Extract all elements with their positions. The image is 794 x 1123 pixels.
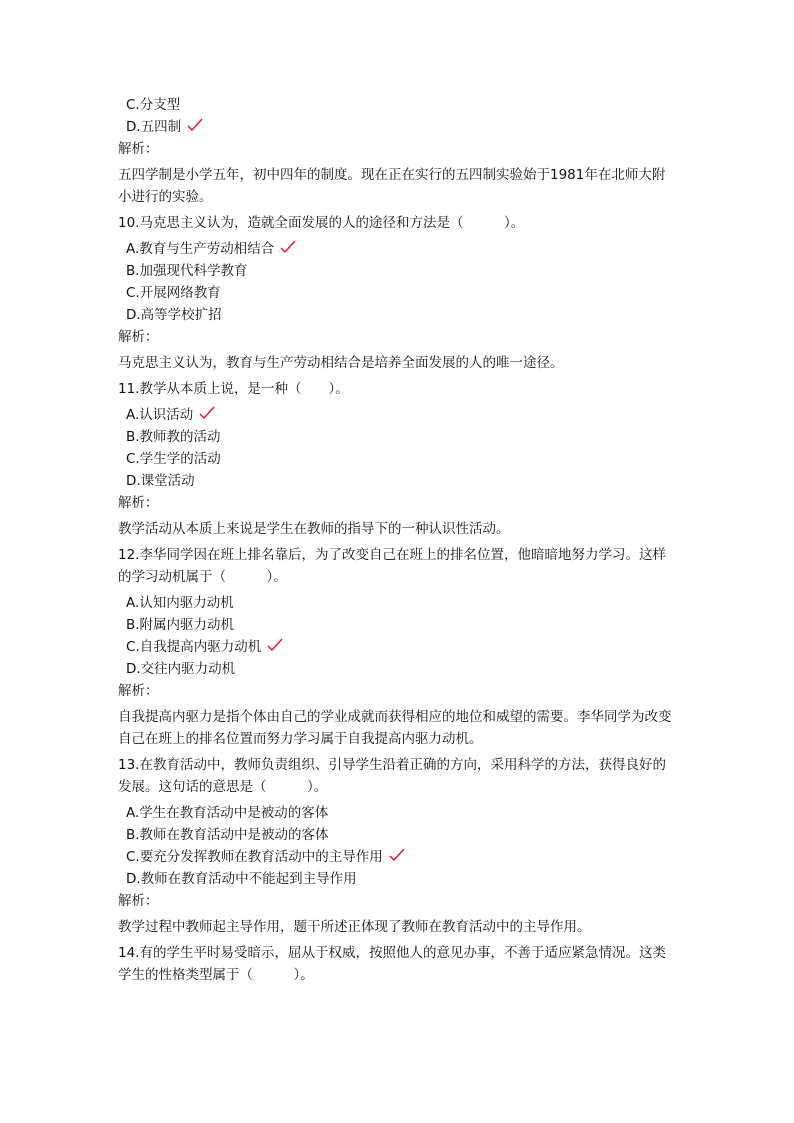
option-text: D.教师在教育活动中不能起到主导作用 [126, 871, 357, 887]
question-10-block [118, 212, 678, 374]
q13-option-d [118, 868, 678, 890]
q10-option-a [118, 238, 678, 260]
option-text: C.学生学的活动 [126, 451, 221, 467]
question-9-block [118, 94, 678, 208]
question-text: 13.在教育活动中，教师负责组织、引导学生沿着正确的方向，采用科学的方法，获得良好的发展。这句话的意思是（ ）。 [118, 757, 666, 795]
question-text: 12.李华同学因在班上排名靠后，为了改变自己在班上的排名位置，他暗暗地努力学习。这样的学习动机属于（ ）。 [118, 547, 666, 585]
question-text: 14.有的学生平时易受暗示，屈从于权威，按照他人的意见办事，不善于适应紧急情况。这类学生的性格类型属于（ ）。 [118, 945, 666, 983]
analysis-text: 教学活动从本质上来说是学生在教师的指导下的一种认识性活动。 [118, 521, 510, 537]
check-icon [199, 406, 215, 420]
option-text: C.分支型 [126, 97, 181, 113]
option-text: D.课堂活动 [126, 473, 195, 489]
option-text: C.开展网络教育 [126, 285, 221, 301]
analysis-label: 解析： [118, 495, 159, 511]
question-text: 10.马克思主义认为，造就全面发展的人的途径和方法是（ ）。 [118, 215, 525, 231]
analysis-text: 五四学制是小学五年，初中四年的制度。现在正在实行的五四制实验始于1981年在北师大附小进行的实验。 [118, 167, 666, 205]
q12-option-d [118, 658, 678, 680]
option-text: C.要充分发挥教师在教育活动中的主导作用 [126, 849, 383, 865]
option-text: D.交往内驱力动机 [126, 661, 236, 677]
check-icon [280, 240, 296, 254]
q13-option-c [118, 846, 678, 868]
q12-option-b [118, 614, 678, 636]
q11-option-a [118, 404, 678, 426]
option-text: B.附属内驱力动机 [126, 617, 235, 633]
q12-option-a [118, 592, 678, 614]
check-icon [267, 638, 283, 652]
option-text: A.教育与生产劳动相结合 [126, 241, 275, 257]
q11-option-d [118, 470, 678, 492]
analysis-label: 解析： [118, 141, 159, 157]
q11-option-b [118, 426, 678, 448]
question-11-block [118, 378, 678, 540]
question-text: 11.教学从本质上说，是一种（ ）。 [118, 381, 349, 397]
q9-option-c [118, 94, 678, 116]
option-text: A.学生在教育活动中是被动的客体 [126, 805, 329, 821]
analysis-text: 自我提高内驱力是指个体由自己的学业成就而获得相应的地位和威望的需要。李华同学为改变自己在班上的排名位置而努力学习属于自我提高内驱力动机。 [118, 709, 672, 747]
question-13-block [118, 754, 678, 938]
analysis-text: 马克思主义认为，教育与生产劳动相结合是培养全面发展的人的唯一途径。 [118, 355, 564, 371]
option-text: D.五四制 [126, 119, 182, 135]
q9-option-d [118, 116, 678, 138]
question-list [118, 94, 678, 990]
option-text: C.自我提高内驱力动机 [126, 639, 262, 655]
q10-option-d [118, 304, 678, 326]
option-text: B.加强现代科学教育 [126, 263, 248, 279]
question-14-block [118, 942, 678, 986]
option-text: A.认知内驱力动机 [126, 595, 234, 611]
analysis-text: 教学过程中教师起主导作用，题干所述正体现了教师在教育活动中的主导作用。 [118, 919, 591, 935]
check-icon [187, 118, 203, 132]
q10-option-c [118, 282, 678, 304]
analysis-label: 解析： [118, 893, 159, 909]
q11-option-c [118, 448, 678, 470]
q12-option-c [118, 636, 678, 658]
analysis-label: 解析： [118, 329, 159, 345]
option-text: B.教师在教育活动中是被动的客体 [126, 827, 329, 843]
option-text: D.高等学校扩招 [126, 307, 222, 323]
q13-option-b [118, 824, 678, 846]
analysis-label: 解析： [118, 683, 159, 699]
q13-option-a [118, 802, 678, 824]
check-icon [389, 848, 405, 862]
question-12-block [118, 544, 678, 750]
option-text: B.教师教的活动 [126, 429, 221, 445]
option-text: A.认识活动 [126, 407, 194, 423]
q10-option-b [118, 260, 678, 282]
